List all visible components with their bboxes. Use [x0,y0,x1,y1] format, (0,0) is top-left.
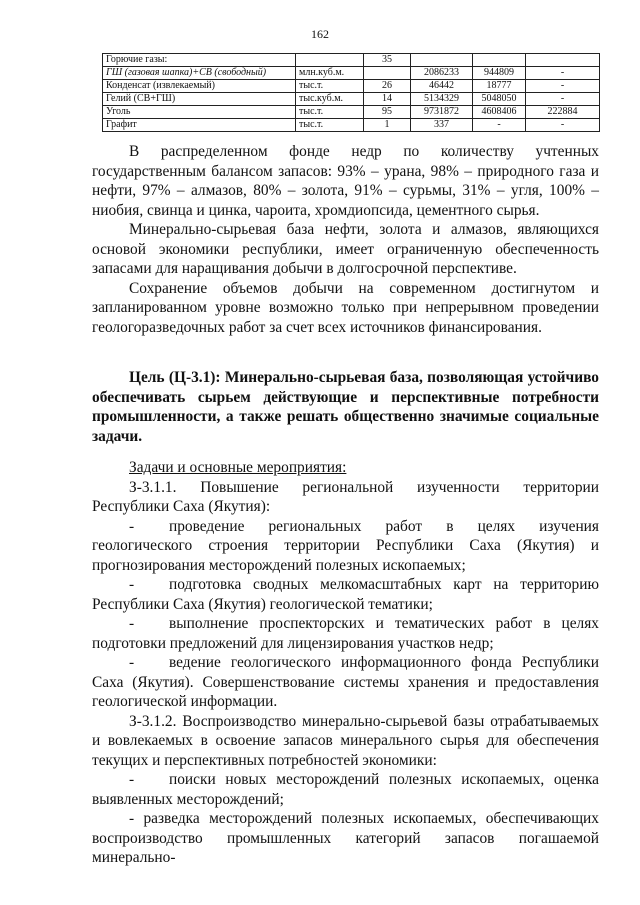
table-cell: 14 [364,93,411,106]
table-cell: Уголь [103,106,296,119]
tasks-heading: Задачи и основные мероприятия: [129,459,347,476]
task-1-bullet: - подготовка сводных мелкомасштабных карт на территорию Республики Саха (Якутия) геологической тематики; [92,576,599,613]
table-cell: тыс.т. [296,106,364,119]
table-cell [526,54,600,67]
task-2-last-line: - разведка месторождений полезных ископаемых, обеспечивающих воспроизводство промышленных категорий запасов погашаемой минерально- [92,810,599,866]
table-cell: млн.куб.м. [296,67,364,80]
reserves-table [102,53,600,132]
task-1-title: З-3.1.1. Повышение региональной изученности территории Республики Саха (Якутия): [92,478,599,515]
table-cell: Горючие газы: [103,54,296,67]
task-2-bullet: - поиски новых месторождений полезных ископаемых, оценка выявленных месторождений; [92,771,599,808]
table-cell: 9731872 [411,106,473,119]
table-row [103,119,600,132]
table-cell: 26 [364,80,411,93]
table-cell [364,67,411,80]
table-cell: 5134329 [411,93,473,106]
table-cell: тыс.т. [296,80,364,93]
table-cell: Конденсат (извлекаемый) [103,80,296,93]
table-cell: 2086233 [411,67,473,80]
document-body [92,142,599,868]
goal-heading: Цель (Ц-3.1): Минерально-сырьевая база, позволяющая устойчиво обеспечивать сырьем действующие и перспективные потребности промышленности, а также решать общественно значимые социальные задачи. [92,369,599,445]
table-cell: 4608406 [473,106,526,119]
table-cell: тыс.куб.м. [296,93,364,106]
paragraph-mineral-base: Минерально-сырьевая база нефти, золота и алмазов, являющихся основой экономики республики, имеет ограниченную обеспеченность запасами для наращивания добычи в долгосрочной перспективе. [92,221,599,277]
table-cell: 35 [364,54,411,67]
table-row [103,93,600,106]
table-cell: 95 [364,106,411,119]
task-1-bullet: - проведение региональных работ в целях изучения геологического строения территории Республики Саха (Якутия) и прогнозирования месторождений полезных ископаемых; [92,517,599,574]
table-row [103,80,600,93]
table-row [103,106,600,119]
table-cell: 222884 [526,106,600,119]
table-cell: - [526,80,600,93]
task-1-bullet: - ведение геологического информационного фонда Республики Саха (Якутия). Совершенствование системы хранения и предоставления геологической информации. [92,654,599,710]
table-cell: ГШ (газовая шапка)+СВ (свободный) [103,67,296,80]
page-number: 162 [311,27,329,41]
table-cell: 337 [411,119,473,132]
table-cell: 46442 [411,80,473,93]
table-cell: - [526,67,600,80]
table-cell: - [473,119,526,132]
table-cell: Графит [103,119,296,132]
table-cell: Гелий (СВ+ГШ) [103,93,296,106]
table-cell: - [526,119,600,132]
table-cell: 1 [364,119,411,132]
table-cell: 944809 [473,67,526,80]
table-cell: 5048050 [473,93,526,106]
table-row [103,54,600,67]
paragraph-production: Сохранение объемов добычи на современном достигнутом и запланированном уровне возможно только при непрерывном проведении геологоразведочных работ за счет всех источников финансирования. [92,279,599,336]
table-cell [411,54,473,67]
table-cell [473,54,526,67]
task-1-bullet: - выполнение проспекторских и тематических работ в целях подготовки предложений для лицензирования участков недр; [92,615,599,652]
table-row [103,67,600,80]
paragraph-reserves: В распределенном фонде недр по количеству учтенных государственным балансом запасов: 93% – урана, 98% – природного газа и нефти, 97% – алмазов, 80% – золота, 91% – сурьмы, 31% – угля, 100% – ниобия, свинца и цинка, чароита, хромдиопсида, цементного сырья. [92,143,599,219]
table-cell: - [526,93,600,106]
table-cell: 18777 [473,80,526,93]
table-cell: тыс.т. [296,119,364,132]
table-cell [296,54,364,67]
task-2-title: З-3.1.2. Воспроизводство минерально-сырьевой базы отрабатываемых и вовлекаемых в освоение запасов минерального сырья для обеспечения текущих и перспективных потребностей экономики: [92,712,599,769]
